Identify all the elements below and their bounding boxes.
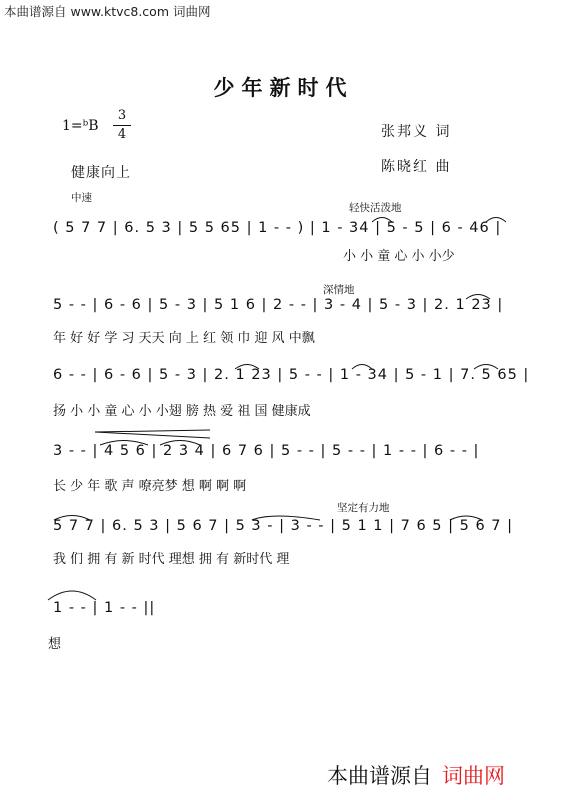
song-title: 少年新时代 <box>213 76 354 100</box>
slur-mark <box>100 441 148 446</box>
slur-mark <box>486 218 506 223</box>
score-line-2-notes: 5 - - | 6 - 6 | 5 - 3 | 5 1 6 | 2 - - | 3 - 4 | 5 - 3 | 2. 1 23 | <box>53 297 504 313</box>
score-line-5-notes: 5 7 7 | 6. 5 3 | 5 6 7 | 5 3 - | 3 - - | 5 1 1 | 7 6 5 | 5 6 7 | <box>53 518 514 534</box>
score-line-6-lyrics: 想 <box>48 637 62 652</box>
watermark-bottom-left: 本曲谱源自 <box>327 764 432 788</box>
tempo-marking: 中速 <box>71 192 92 204</box>
score-line-2-lyrics: 年 好 好 学 习 天天 向 上 红 领 巾 迎 风 中飘 <box>53 331 315 346</box>
time-signature-bottom: 4 <box>117 127 127 142</box>
slur-mark <box>450 516 482 520</box>
score-line-3-lyrics: 扬 小 小 童 心 小 小翅 膀 热 爱 祖 国 健康成 <box>53 404 311 419</box>
score-line-1-notes: ( 5 7 7 | 6. 5 3 | 5 5 65 | 1 - - ) | 1 - 34 | 5 - 5 | 6 - 46 | <box>53 220 502 236</box>
score-line-6-notes: 1 - - | 1 - - || <box>53 600 156 616</box>
slur-mark <box>235 365 259 370</box>
crescendo-mark <box>95 432 210 438</box>
score-line-4-notes: 3 - - | 4 5 6 | 2 3 4 | 6 7 6 | 5 - - | 5 - - | 1 - - | 6 - - | <box>53 443 480 459</box>
lyricist-credit: 张邦义 词 <box>381 124 452 140</box>
watermark-top: 本曲谱源自 www.ktvc8.com 词曲网 <box>4 4 211 19</box>
score-line-4-lyrics: 长 少 年 歌 声 嘹亮梦 想 啊 啊 啊 <box>53 479 247 494</box>
slur-mark <box>372 218 392 223</box>
slur-mark <box>160 441 200 446</box>
score-line-1-lyrics: 小 小 童 心 小 小少 <box>343 249 455 264</box>
score-line-5-lyrics: 我 们 拥 有 新 时代 理想 拥 有 新时代 理 <box>53 552 290 567</box>
slur-mark <box>466 295 490 300</box>
expression-marking-3: 坚定有力地 <box>337 502 390 514</box>
expression-marking-1: 轻快活泼地 <box>349 202 402 214</box>
mood-marking: 健康向上 <box>71 165 131 181</box>
key-signature: 1=ᵇB <box>62 118 99 134</box>
watermark-bottom-right: 词曲网 <box>442 764 505 788</box>
watermark-bottom <box>327 760 505 790</box>
composer-credit: 陈晓红 曲 <box>381 159 452 175</box>
time-signature-top: 3 <box>117 108 127 123</box>
score-line-3-notes: 6 - - | 6 - 6 | 5 - 3 | 2. 1 23 | 5 - - | 1 - 34 | 5 - 1 | 7. 5 65 | <box>53 367 530 383</box>
slur-mark <box>252 516 320 520</box>
slur-mark <box>54 516 90 521</box>
tie-mark <box>48 591 96 600</box>
expression-marking-2: 深情地 <box>323 284 355 296</box>
slur-mark <box>474 365 498 370</box>
slur-mark <box>352 365 372 370</box>
crescendo-mark <box>95 430 210 432</box>
